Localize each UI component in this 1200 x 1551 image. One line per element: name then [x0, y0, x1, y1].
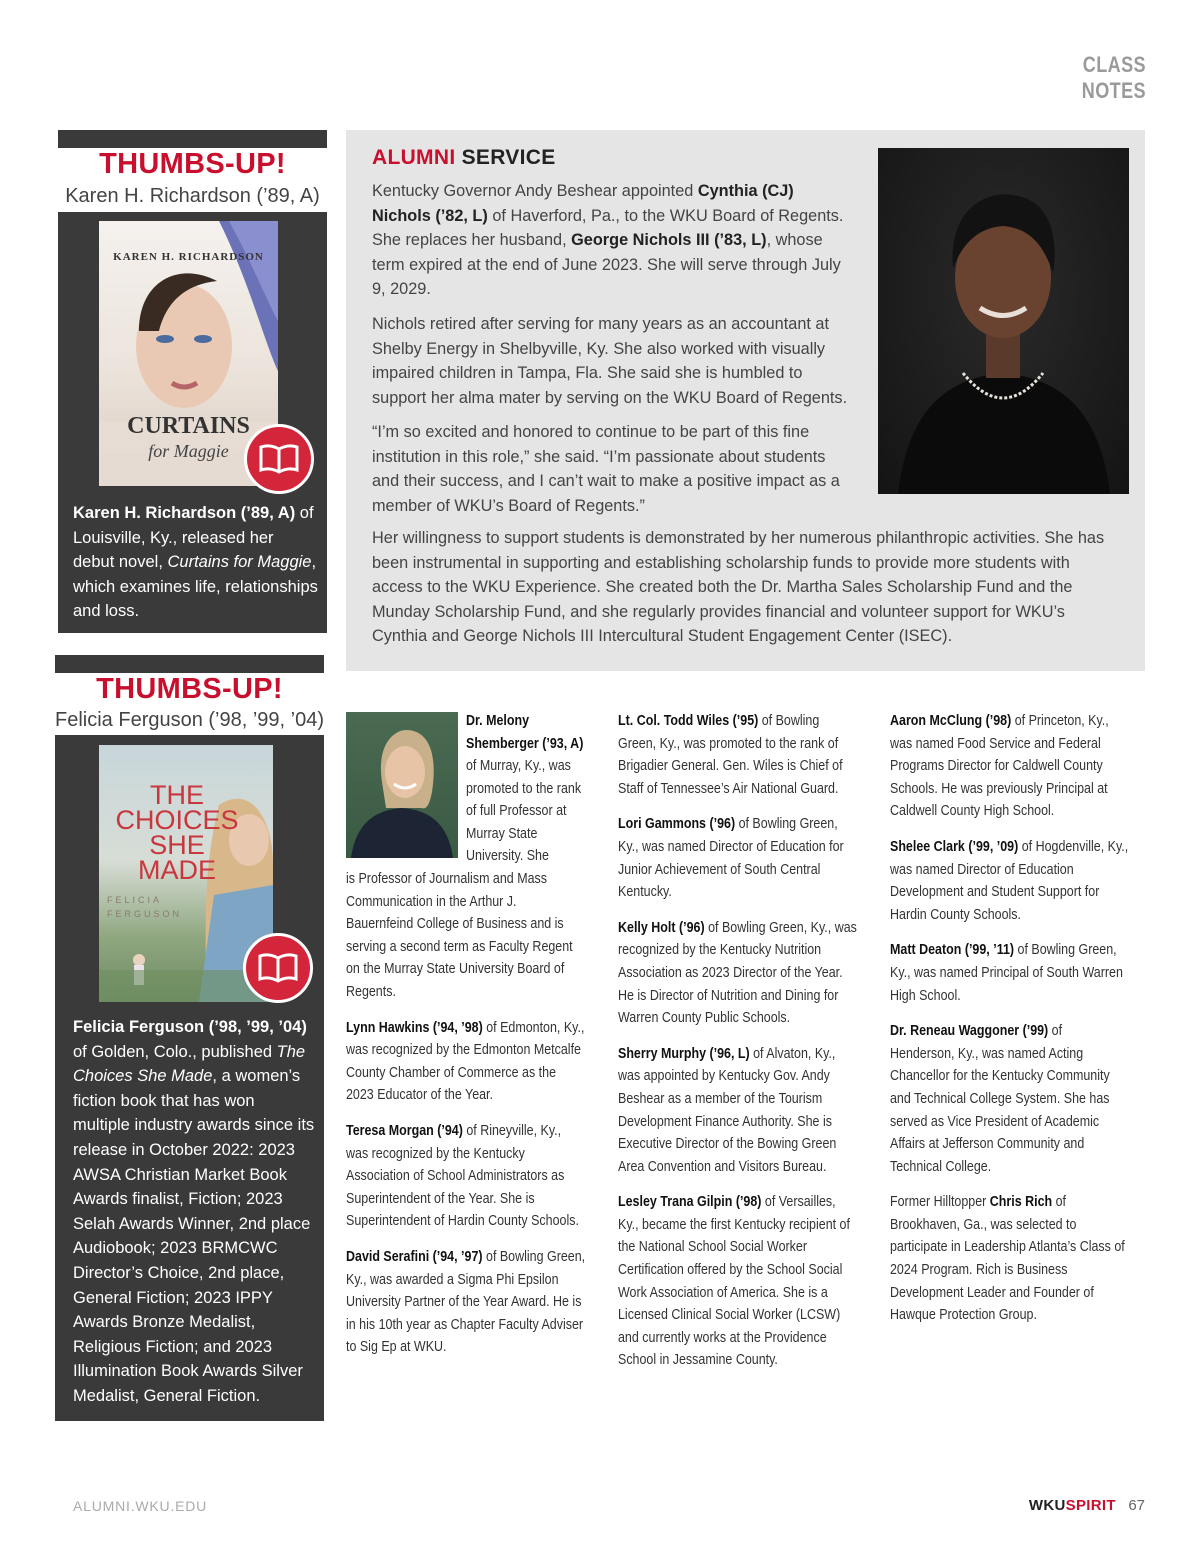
thumbs-up-card [55, 735, 324, 1421]
thumbs-up-title: THUMBS-UP! [96, 673, 283, 705]
footer-brand: WKUSPIRIT 67 [1028, 1497, 1145, 1514]
class-note: Matt Deaton (’99, ’11) of Bowling Green, Ky., was named Principal of South Warren High School. [890, 942, 1123, 1004]
service-paragraph: Nichols retired after serving for many years as an accountant at Shelby Energy in Shelbyville, Ky. She also worked with visually impaired children in Tampa, Fla. She said she is humbled to support her alma mater by serving on the WKU Board of Regents. [372, 315, 848, 407]
book-author: KAREN H. RICHARDSON [113, 251, 264, 263]
thumbs-up-subtitle: Karen H. Richardson (’89, A) [65, 185, 320, 207]
portrait-art [346, 712, 458, 858]
notes-column-1-lower [346, 868, 586, 1372]
class-note: Teresa Morgan (’94) of Rineyville, Ky., was recognized by the Kentucky Association of School Administrators as Superintendent of the Year. She is Superintendent of Hardin County Schools. [346, 1122, 579, 1230]
class-note: Lynn Hawkins (’94, ’98) of Edmonton, Ky., was recognized by the Edmonton Metcalfe County Chamber of Commerce as the 2023 Educator of the Year. [346, 1019, 585, 1104]
class-note: Kelly Holt (’96) of Bowling Green, Ky., was recognized by the Kentucky Nutrition Association as 2023 Director of the Year. He is Director of Nutrition and Dining for Warren County Public Schools. [618, 919, 857, 1027]
book-author: FELICIA FERGUSON [107, 895, 183, 919]
divider-bar [58, 130, 327, 148]
note-shemberger-top: Dr. Melony Shemberger (’93, A) [466, 713, 584, 752]
thumbs-up-title: THUMBS-UP! [99, 148, 286, 180]
alumni-name: Karen H. Richardson (’89, A) [73, 504, 296, 522]
portrait-art [878, 148, 1129, 494]
book-icon [243, 933, 313, 1003]
service-paragraph: “I’m so excited and honored to continue to be part of this fine institution in this role,” she said. “I’m passionate about students and their success, and I can’t wait to make a positive impact as a member of WKU’s Board of Regents.” [372, 423, 840, 515]
book-title: THE CHOICES SHE MADE [115, 780, 239, 885]
portrait-photo [878, 148, 1129, 494]
page-number: 67 [1128, 1497, 1145, 1514]
class-note: Lori Gammons (’96) of Bowling Green, Ky., was named Director of Education for Junior Achievement of South Central Kentucky. [618, 816, 844, 901]
divider-bar [55, 655, 324, 673]
service-paragraph: Kentucky Governor Andy Beshear appointed Cynthia (CJ) Nichols (’82, L) of Haverford, Pa., to the WKU Board of Regents. She replaces her husband, George Nichols III (’83, L), whose term expired at the end of June 2023. She will serve through July 9, 2029. [372, 182, 844, 299]
notes-column-2 [618, 710, 858, 1385]
section-header: CLASS NOTES [1081, 52, 1146, 103]
thumbs-up-subtitle: Felicia Ferguson (’98, ’99, ’04) [55, 709, 325, 731]
class-note: David Serafini (’94, ’97) of Bowling Green, Ky., was awarded a Sigma Phi Epsilon University Partner of the Year Award. He is in his 10th year as Chapter Faculty Adviser to Sig Ep at WKU. [346, 1248, 586, 1356]
book-icon [244, 424, 314, 494]
thumbs-up-blurb: Karen H. Richardson (’89, A) of Louisville, Ky., released her debut novel, Curtains for Maggie, which examines life, relationships and loss. [73, 504, 318, 621]
book-subtitle: for Maggie [148, 441, 229, 461]
class-note: Dr. Reneau Waggoner (’99) of Henderson, Ky., was named Acting Chancellor for the Kentucky Community and Technical College System. She has served as Vice President of Academic Affairs at Jefferson Community and Technical College. [890, 1023, 1110, 1175]
thumbs-up-card [58, 212, 327, 633]
class-note: Lt. Col. Todd Wiles (’95) of Bowling Green, Ky., was promoted to the rank of Brigadier General. Gen. Wiles is Chief of Staff of Tennessee’s Air National Guard. [618, 713, 843, 797]
notes-column-1 [346, 710, 586, 723]
class-note: is Professor of Journalism and Mass Communication in the Arthur J. Bauernfeind College of Business and is serving a second term as Faculty Regent on the Murray State University Board of Regents. [346, 871, 573, 1000]
thumbs-up-blurb: Felicia Ferguson (’98, ’99, ’04) of Golden, Colo., published The Choices She Made, a women’s fiction book that has won multiple industry awards since its release in October 2022: 2023 AWSA Christian Market Book Awards finalist, Fiction; 2023 Selah Awards Winner, 2nd place Audiobook; 2023 BRMCWC Director’s Choice, 2nd place, General Fiction; 2023 IPPY Awards Bronze Medalist, Religious Fiction; and 2023 Illumination Book Awards Silver Medalist, General Fiction. [73, 1018, 315, 1405]
class-note: Shelee Clark (’99, ’09) of Hogdenville, Ky., was named Director of Education Development and Student Support for Hardin County Schools. [890, 838, 1129, 923]
class-note: Former Hilltopper Chris Rich of Brookhaven, Ga., was selected to participate in Leadership Atlanta’s Class of 2024 Program. Rich is Business Development Leader and Founder of Hawque Protection Group. [890, 1194, 1125, 1324]
service-paragraph: Her willingness to support students is demonstrated by her numerous philanthropic activities. She has been instrumental in supporting and establishing scholarship funds to provide more students with access to the WKU Experience. She created both the Dr. Martha Sales Scholarship Fund and the Munday Scholarship Fund, and she regularly provides financial and volunteer support for WKU’s Cynthia and George Nichols III Intercultural Student Engagement Center (ISEC). [372, 529, 1105, 646]
class-note: Lesley Trana Gilpin (’98) of Versailles, Ky., became the first Kentucky recipient of the National School Social Worker Certification offered by the School Social Work Association of America. She is a Licensed Clinical Social Worker (LCSW) and currently works at the Providence School in Jessamine County. [618, 1194, 850, 1369]
notes-column-3 [890, 710, 1130, 1340]
class-note: Sherry Murphy (’96, L) of Alvaton, Ky., was appointed by Kentucky Gov. Andy Beshear as a member of the Tourism Development Finance Authority. She is Executive Director of the Bowing Green Area Convention and Visitors Bureau. [618, 1045, 837, 1175]
book-title: CURTAINS [127, 413, 250, 439]
alumni-service-title: ALUMNI SERVICE [372, 146, 556, 169]
note-shemberger-wrap: of Murray, Ky., was promoted to the rank of full Professor at Murray State University. She [466, 758, 582, 865]
alumni-name: Felicia Ferguson (’98, ’99, ’04) [73, 1018, 307, 1036]
alumni-service-panel [346, 130, 1145, 671]
shemberger-photo [346, 712, 458, 858]
footer-url: ALUMNI.WKU.EDU [73, 1498, 208, 1514]
class-note: Aaron McClung (’98) of Princeton, Ky., was named Food Service and Federal Programs Director for Caldwell County Schools. He was previously Principal at Caldwell County High School. [890, 713, 1109, 820]
